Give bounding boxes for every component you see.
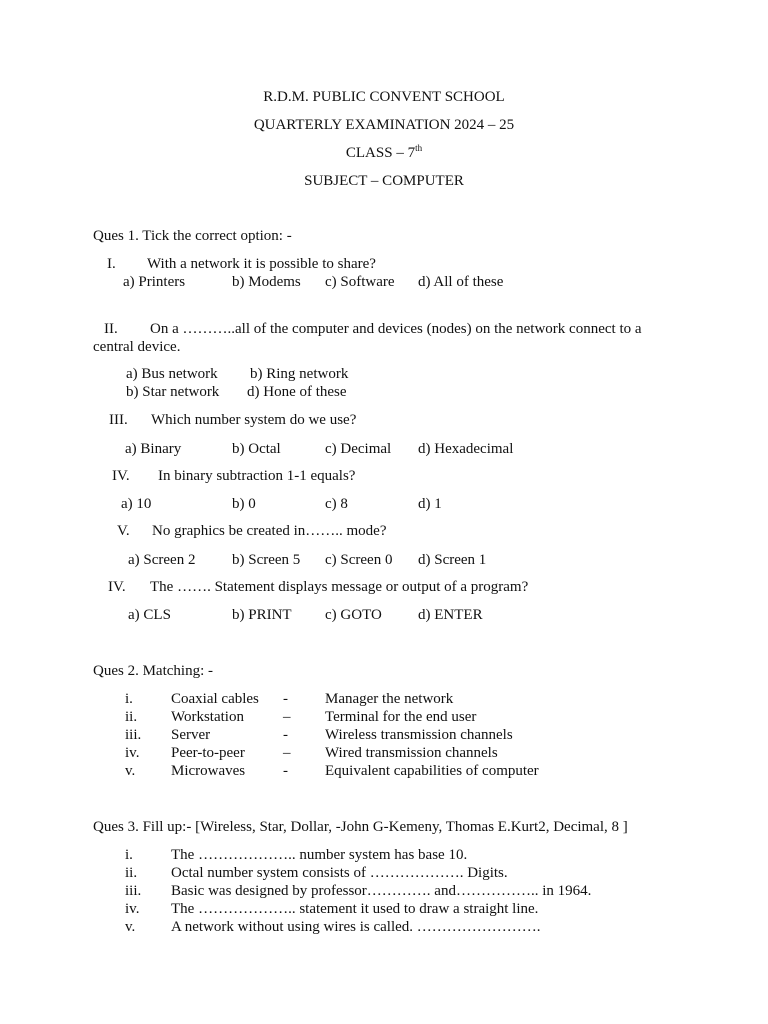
option-d: d) Screen 1 bbox=[418, 552, 487, 568]
match-left: Peer-to-peer bbox=[171, 745, 245, 761]
q1-item-question: On a ………..all of the computer and devices (nodes) on the network connect to a bbox=[150, 321, 642, 337]
option-c: c) 8 bbox=[325, 496, 348, 512]
class-line bbox=[0, 144, 768, 162]
match-num: i. bbox=[125, 691, 133, 707]
option-d: d) ENTER bbox=[418, 607, 483, 623]
match-right: Manager the network bbox=[325, 691, 454, 707]
match-right: Equivalent capabilities of computer bbox=[325, 763, 539, 779]
option-c: b) Star network bbox=[126, 384, 220, 400]
match-dash: - bbox=[283, 691, 288, 707]
match-dash: - bbox=[283, 763, 288, 779]
q1-item-question: Which number system do we use? bbox=[151, 412, 357, 428]
option-d: d) Hone of these bbox=[247, 384, 347, 400]
match-num: iv. bbox=[125, 745, 140, 761]
option-a: a) Screen 2 bbox=[128, 552, 196, 568]
option-c: c) GOTO bbox=[325, 607, 382, 623]
fill-num: iii. bbox=[125, 883, 142, 899]
q1-item-num: IV. bbox=[112, 468, 130, 484]
match-right: Wireless transmission channels bbox=[325, 727, 513, 743]
option-a: a) Binary bbox=[125, 441, 182, 457]
q1-item-num: V. bbox=[117, 523, 130, 539]
option-b: b) 0 bbox=[232, 496, 256, 512]
class-superscript: th bbox=[415, 143, 423, 153]
class-label: CLASS – 7 bbox=[345, 145, 416, 161]
school-name: R.D.M. PUBLIC CONVENT SCHOOL bbox=[263, 89, 505, 105]
option-d: d) All of these bbox=[418, 274, 504, 290]
q1-item-num: IV. bbox=[108, 579, 126, 595]
option-c: c) Software bbox=[325, 274, 395, 290]
fill-text: The ……………….. statement it used to draw a straight line. bbox=[171, 901, 539, 917]
option-c: c) Screen 0 bbox=[325, 552, 393, 568]
q1-item-question: No graphics be created in…….. mode? bbox=[152, 523, 387, 539]
fill-num: i. bbox=[125, 847, 133, 863]
q1-item-question: In binary subtraction 1-1 equals? bbox=[158, 468, 356, 484]
match-num: v. bbox=[125, 763, 136, 779]
q1-item-num: I. bbox=[107, 256, 116, 272]
option-b: b) Modems bbox=[232, 274, 301, 290]
match-dash: – bbox=[283, 745, 291, 761]
fill-text: The ……………….. number system has base 10. bbox=[171, 847, 468, 863]
q1-item-question: With a network it is possible to share? bbox=[147, 256, 376, 272]
fill-text: A network without using wires is called. ……………………. bbox=[171, 919, 541, 935]
option-a: a) CLS bbox=[128, 607, 171, 623]
q1-item-question: The ……. Statement displays message or output of a program? bbox=[150, 579, 529, 595]
fill-num: iv. bbox=[125, 901, 140, 917]
q2-title: Ques 2. Matching: - bbox=[93, 663, 213, 679]
match-dash: - bbox=[283, 727, 288, 743]
subject-line: SUBJECT – COMPUTER bbox=[304, 173, 464, 189]
fill-text: Octal number system consists of ………………. Digits. bbox=[171, 865, 508, 881]
q1-title: Ques 1. Tick the correct option: - bbox=[93, 228, 292, 244]
option-b: b) Ring network bbox=[250, 366, 349, 382]
option-b: b) Octal bbox=[232, 441, 281, 457]
q1-item-num: II. bbox=[104, 321, 118, 337]
q1-item-question-cont: central device. bbox=[93, 339, 181, 355]
option-b: b) Screen 5 bbox=[232, 552, 301, 568]
option-a: a) 10 bbox=[121, 496, 152, 512]
match-num: iii. bbox=[125, 727, 142, 743]
fill-num: ii. bbox=[125, 865, 138, 881]
q1-item-num: III. bbox=[109, 412, 128, 428]
option-a: a) Bus network bbox=[126, 366, 218, 382]
option-a: a) Printers bbox=[123, 274, 186, 290]
match-left: Coaxial cables bbox=[171, 691, 259, 707]
match-num: ii. bbox=[125, 709, 138, 725]
match-right: Terminal for the end user bbox=[325, 709, 477, 725]
option-c: c) Decimal bbox=[325, 441, 392, 457]
match-left: Server bbox=[171, 727, 211, 743]
option-d: d) Hexadecimal bbox=[418, 441, 514, 457]
match-right: Wired transmission channels bbox=[325, 745, 498, 761]
fill-text: Basic was designed by professor…………. and…………….. in 1964. bbox=[171, 883, 592, 899]
exam-title: QUARTERLY EXAMINATION 2024 – 25 bbox=[253, 117, 515, 133]
match-left: Workstation bbox=[171, 709, 244, 725]
option-d: d) 1 bbox=[418, 496, 442, 512]
q3-title: Ques 3. Fill up:- [Wireless, Star, Dollar, -John G-Kemeny, Thomas E.Kurt2, Decimal, 8 ] bbox=[93, 819, 628, 835]
match-dash: – bbox=[283, 709, 291, 725]
option-b: b) PRINT bbox=[232, 607, 292, 623]
fill-num: v. bbox=[125, 919, 136, 935]
match-left: Microwaves bbox=[171, 763, 246, 779]
